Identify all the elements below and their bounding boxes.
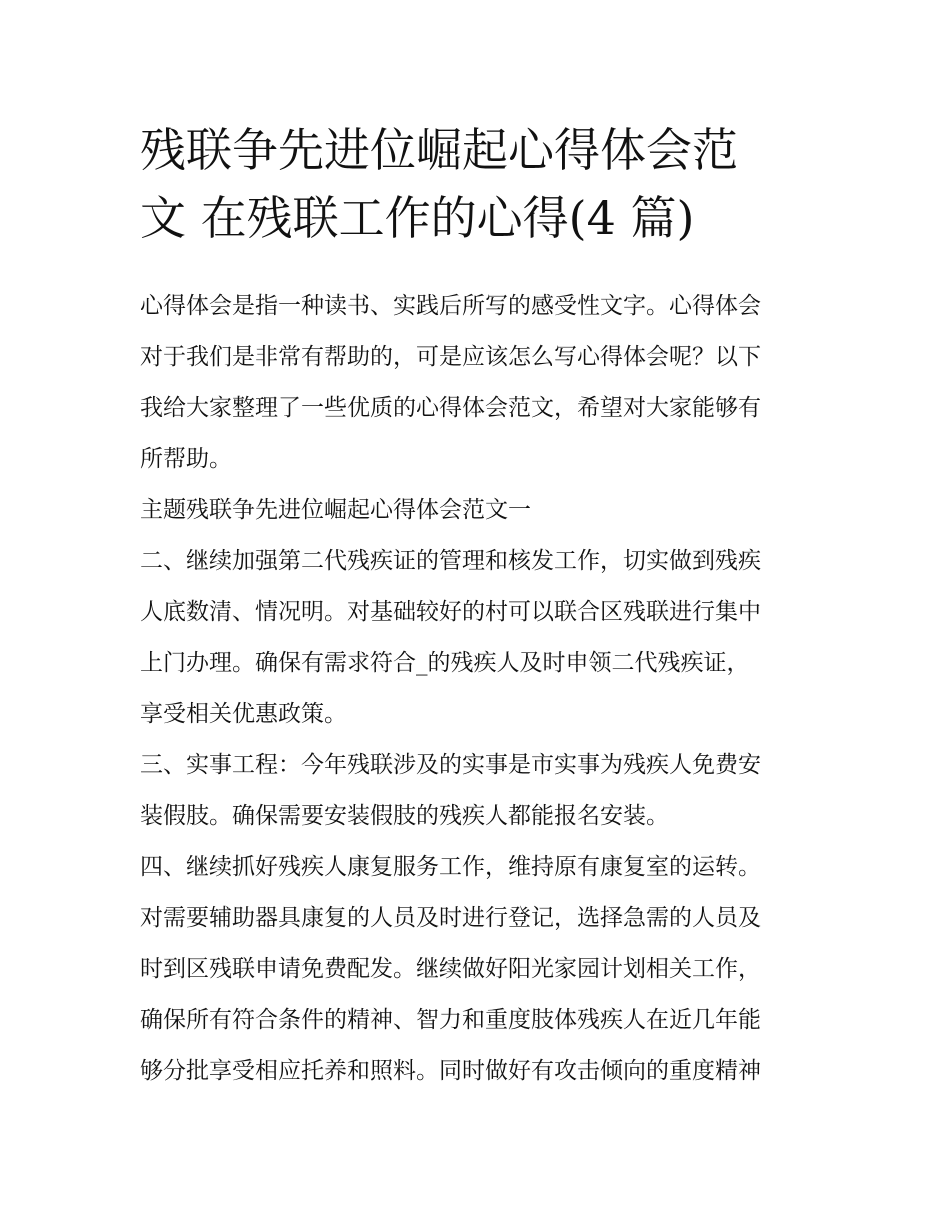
body-line: 对需要辅助器具康复的人员及时进行登记，选择急需的人员及 bbox=[140, 905, 761, 931]
document-body bbox=[140, 281, 820, 1097]
section-heading: 主题残联争先进位崛起心得体会范文一 bbox=[140, 497, 531, 523]
body-line: 对于我们是非常有帮助的，可是应该怎么写心得体会呢？以下 bbox=[140, 344, 761, 370]
title-line: 残联争先进位崛起心得体会范 bbox=[140, 123, 738, 177]
body-line: 享受相关优惠政策。 bbox=[140, 701, 347, 727]
body-line: 我给大家整理了一些优质的心得体会范文，希望对大家能够有 bbox=[140, 395, 761, 421]
body-line: 上门办理。确保有需求符合_的残疾人及时申领二代残疾证， bbox=[140, 650, 750, 676]
body-line: 心得体会是指一种读书、实践后所写的感受性文字。心得体会 bbox=[140, 293, 761, 319]
body-line: 四、继续抓好残疾人康复服务工作，维持原有康复室的运转。 bbox=[140, 854, 761, 880]
body-line: 够分批享受相应托养和照料。同时做好有攻击倾向的重度精神 bbox=[140, 1058, 761, 1084]
document-title bbox=[140, 116, 840, 252]
body-line: 装假肢。确保需要安装假肢的残疾人都能报名安装。 bbox=[140, 803, 669, 829]
body-line: 二、继续加强第二代残疾证的管理和核发工作，切实做到残疾 bbox=[140, 548, 761, 574]
body-line: 确保所有符合条件的精神、智力和重度肢体残疾人在近几年能 bbox=[140, 1007, 761, 1033]
title-line: 文 在残联工作的心得(4 篇) bbox=[140, 191, 695, 245]
body-line: 所帮助。 bbox=[140, 446, 232, 472]
body-line: 三、实事工程：今年残联涉及的实事是市实事为残疾人免费安 bbox=[140, 752, 761, 778]
body-line: 人底数清、情况明。对基础较好的村可以联合区残联进行集中 bbox=[140, 599, 761, 625]
body-line: 时到区残联申请免费配发。继续做好阳光家园计划相关工作， bbox=[140, 956, 761, 982]
